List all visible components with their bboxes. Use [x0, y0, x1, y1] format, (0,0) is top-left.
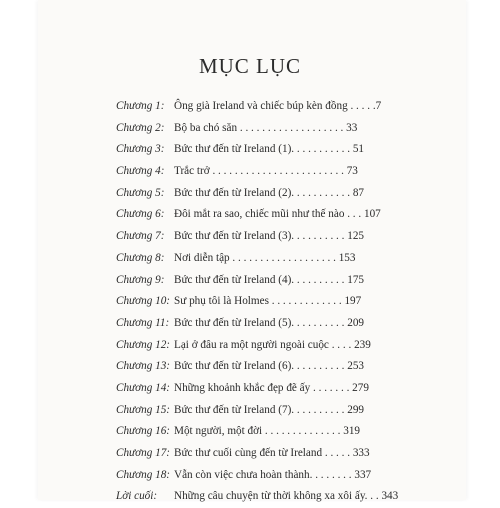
chapter-label: Chương 2: [116, 121, 165, 134]
chapter-title-and-page: Bức thư đến từ Ireland (2). . . . . . . . . . . 87 [174, 186, 365, 199]
chapter-label: Chương 14: [116, 381, 171, 394]
chapter-label: Chương 7: [116, 230, 165, 243]
chapter-title-and-page: Bức thư đến từ Ireland (7). . . . . . . . . . 299 [174, 403, 365, 416]
toc-entry [116, 183, 384, 205]
chapter-label: Chương 10: [116, 295, 171, 308]
chapter-label: Chương 4: [116, 165, 165, 178]
toc-entry [116, 400, 384, 422]
chapter-label: Chương 13: [116, 360, 171, 373]
chapter-title-and-page: Một người, một đời . . . . . . . . . . . . . . 319 [174, 425, 361, 438]
toc-entry [116, 465, 384, 487]
chapter-label: Lời cuối: [116, 490, 158, 503]
toc-entry [116, 443, 384, 465]
toc-entry [116, 248, 384, 270]
chapter-title-and-page: Bức thư đến từ Ireland (5). . . . . . . . . . 209 [174, 316, 365, 329]
table-of-contents [116, 96, 399, 508]
chapter-label: Chương 18: [116, 468, 171, 481]
chapter-title-and-page: Nơi diễn tập . . . . . . . . . . . . . . . . . . . 153 [174, 251, 356, 264]
chapter-title-and-page: Bức thư đến từ Ireland (4). . . . . . . . . . 175 [174, 273, 365, 286]
chapter-title-and-page: Bức thư đến từ Ireland (1). . . . . . . . . . . 51 [174, 143, 365, 156]
chapter-title-and-page: Bộ ba chó săn . . . . . . . . . . . . . . . . . . . 33 [174, 121, 358, 134]
chapter-label: Chương 15: [116, 403, 171, 416]
toc-entry [116, 118, 384, 140]
toc-entry [116, 356, 384, 378]
toc-entry [116, 291, 384, 313]
chapter-label: Chương 1: [116, 100, 165, 112]
chapter-label: Chương 17: [116, 447, 171, 459]
chapter-label: Chương 6: [116, 208, 165, 221]
toc-entry [116, 161, 384, 183]
chapter-label: Chương 9: [116, 273, 165, 286]
toc-entry [116, 421, 384, 443]
chapter-title-and-page: Bức thư đến từ Ireland (6). . . . . . . . . . 253 [174, 360, 365, 373]
chapter-label: Chương 11: [116, 316, 170, 329]
toc-entry [116, 96, 384, 118]
toc-entry [116, 335, 384, 357]
chapter-label: Chương 3: [116, 143, 165, 156]
chapter-label: Chương 5: [116, 186, 165, 199]
toc-entry [116, 313, 384, 335]
chapter-title-and-page: Lại ở đâu ra một người ngoài cuộc . . . . 239 [174, 338, 371, 351]
chapter-label: Chương 16: [116, 425, 171, 438]
chapter-label: Chương 8: [116, 251, 165, 264]
chapter-title-and-page: Những câu chuyện từ thời không xa xôi ấy. . . 343 [174, 490, 399, 503]
chapter-title-and-page: Đôi mắt ra sao, chiếc mũi như thế nào . . . 107 [174, 208, 381, 221]
toc-entry [116, 270, 384, 292]
toc-entry [116, 139, 384, 161]
toc-entry [116, 204, 384, 226]
chapter-title-and-page: Vẫn còn việc chưa hoàn thành. . . . . . . . 337 [174, 468, 372, 481]
toc-entry [116, 486, 399, 508]
chapter-title-and-page: Bức thư đến từ Ireland (3). . . . . . . . . . 125 [174, 230, 365, 243]
page-title: MỤC LỤC [198, 54, 302, 78]
chapter-title-and-page: Sư phụ tôi là Holmes . . . . . . . . . . . . . 197 [174, 295, 362, 308]
chapter-title-and-page: Những khoảnh khắc đẹp đẽ ấy . . . . . . . 279 [174, 381, 369, 394]
chapter-title-and-page: Trắc trở . . . . . . . . . . . . . . . . . . . . . . . . 73 [174, 165, 358, 178]
chapter-title-and-page: Ông già Ireland và chiếc búp kèn đồng . . . . .7 [174, 100, 382, 112]
toc-entry [116, 378, 384, 400]
chapter-label: Chương 12: [116, 338, 171, 351]
toc-entry [116, 226, 384, 248]
chapter-title-and-page: Bức thư cuối cùng đến từ Ireland . . . . . 333 [174, 447, 370, 459]
